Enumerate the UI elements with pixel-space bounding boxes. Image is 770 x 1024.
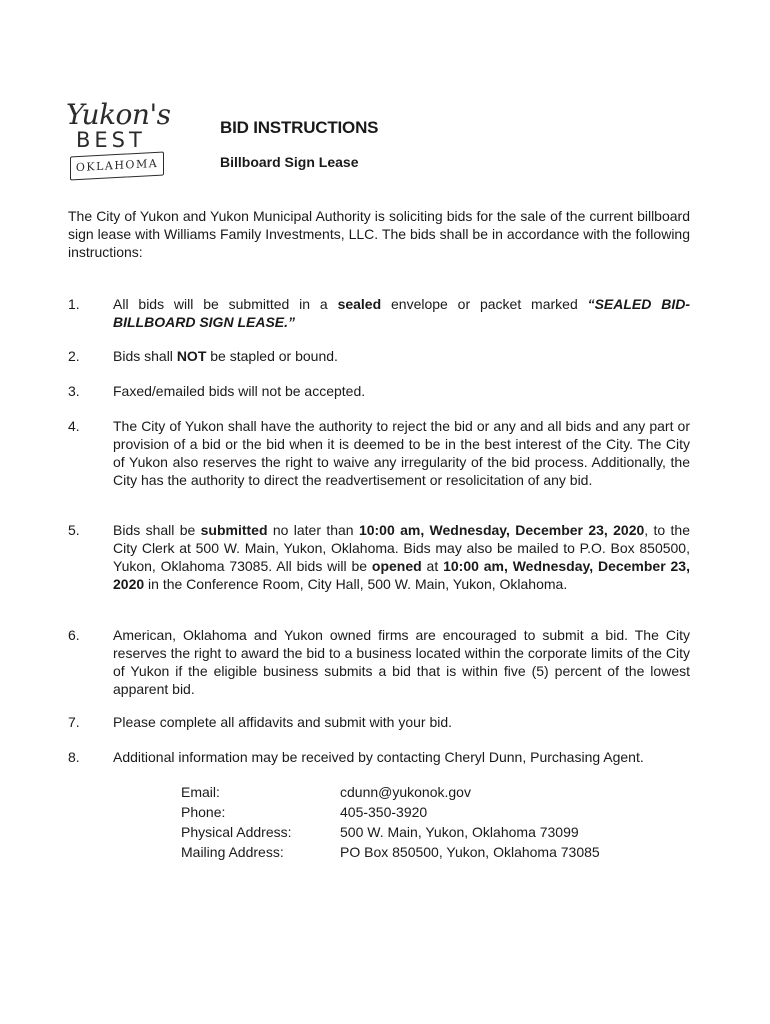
instruction-item-4 [68,417,690,489]
item-number: 7. [68,714,80,730]
intro-paragraph: The City of Yukon and Yukon Municipal Authority is soliciting bids for the sale of the current billboard sign lease with Williams Family Investments, LLC. The bids shall be in accordance with the following instructions: [68,208,690,260]
item-text: Additional information may be received by contacting Cheryl Dunn, Purchasing Agent. [113,749,644,765]
contact-physical-address-value: 500 W. Main, Yukon, Oklahoma 73099 [340,824,579,840]
logo-best-text: BEST [76,128,146,152]
item-number: 6. [68,627,80,643]
item-number: 8. [68,749,80,765]
page-title: BID INSTRUCTIONS [220,118,379,137]
item-text: Bids shall NOT be stapled or bound. [113,348,338,364]
contact-label: Physical Address: [181,824,292,840]
item-text: Faxed/emailed bids will not be accepted. [113,383,366,399]
instruction-item-3 [68,382,690,400]
instruction-item-8 [68,748,690,766]
contact-phone-value: 405-350-3920 [340,804,428,820]
contact-mailing-address-value: PO Box 850500, Yukon, Oklahoma 73085 [340,844,600,860]
item-text: Bids shall be submitted no later than 10:00 am, Wednesday, December 23, 2020, to the City Clerk at 500 W. Main, Yukon, Oklahoma. Bids may also be mailed to P.O. Box 850500, Yukon, Oklahoma 73085. All bids will be opened at 10:00 am, Wednesday, December 23, 2020 in the Conference Room, City Hall, 500 W. Main, Yukon, Oklahoma. [113,522,690,592]
item-text: The City of Yukon shall have the authority to reject the bid or any and all bids and any part or provision of a bid or the bid when it is deemed to be in the best interest of the City. The City of Yukon also reserves the right to waive any irregularity of the bid process. Additionally, the City has the authority to direct the readvertisement or resolicitation of any bid. [113,418,690,488]
instruction-item-5 [68,521,690,593]
contact-label: Phone: [181,804,226,820]
yukons-best-oklahoma-logo [66,98,170,186]
logo-script-text: Yukon's [66,98,171,131]
instruction-item-7 [68,713,690,731]
item-number: 4. [68,418,80,434]
item-text: Please complete all affidavits and submit with your bid. [113,714,453,730]
item-number: 1. [68,296,80,312]
instruction-item-6 [68,626,690,698]
instruction-item-1 [68,295,690,331]
item-number: 2. [68,348,80,364]
item-number: 5. [68,522,80,538]
item-text: All bids will be submitted in a sealed envelope or packet marked “SEALED BID-BILLBOARD SIGN LEASE.” [113,296,690,330]
instruction-item-2 [68,347,690,365]
item-number: 3. [68,383,80,399]
item-text: American, Oklahoma and Yukon owned firms are encouraged to submit a bid. The City reserves the right to award the bid to a business located within the corporate limits of the City of Yukon if the eligible business submits a bid that is within five (5) percent of the lowest apparent bid. [113,627,690,697]
logo-banner: OKLAHOMA [70,152,164,181]
page-subtitle: Billboard Sign Lease [220,154,359,170]
contact-label: Email: [181,784,220,800]
contact-label: Mailing Address: [181,844,284,860]
contact-email-value[interactable]: cdunn@yukonok.gov [340,784,471,800]
